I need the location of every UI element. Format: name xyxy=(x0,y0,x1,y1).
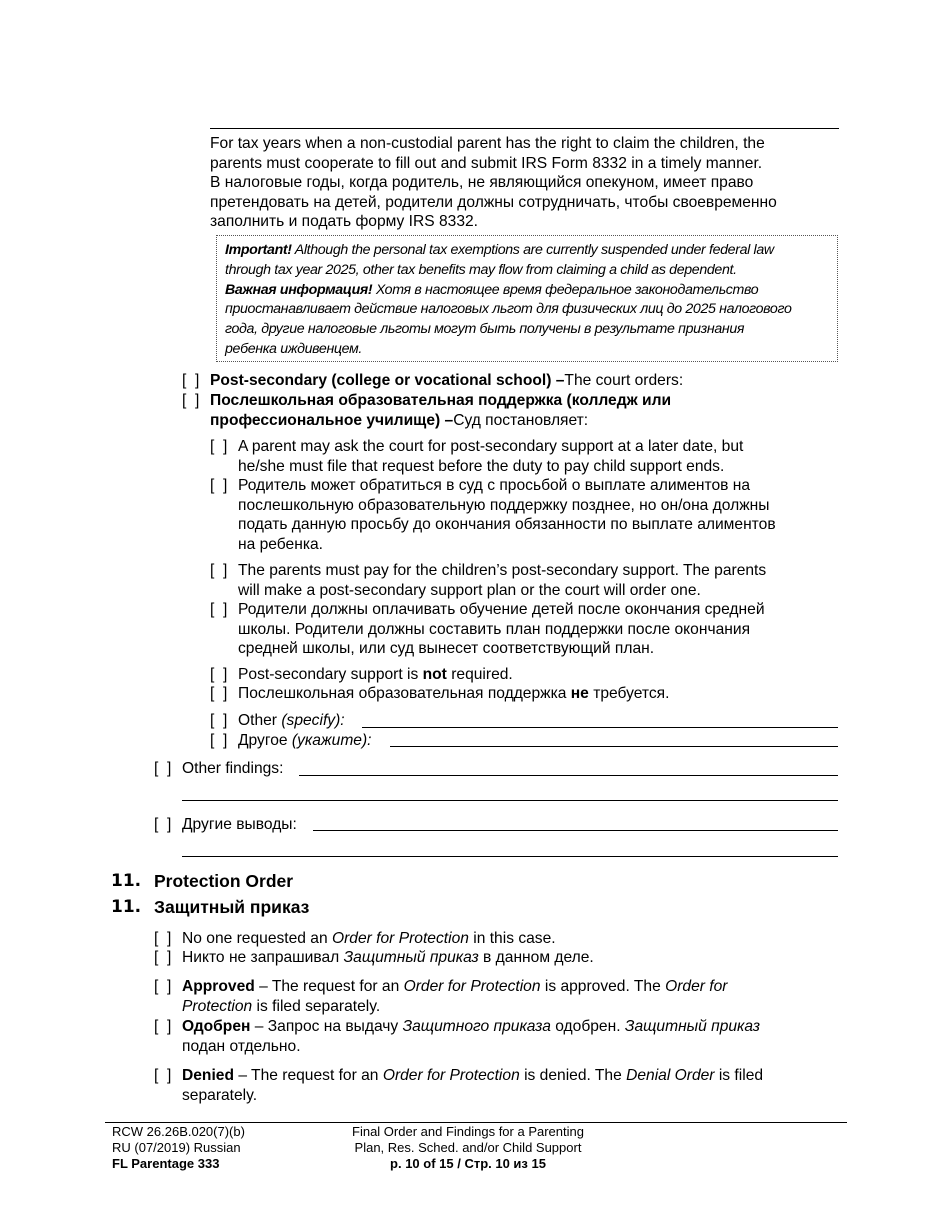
option-text: A parent may ask the court for post-secondary support at a later date, but xyxy=(238,438,744,455)
important-text: Хотя в настоящее время федеральное законодательство xyxy=(372,281,759,298)
important-label-ru: Важная информация! xyxy=(225,281,373,298)
option-text: – Запрос на выдачу xyxy=(250,1018,403,1035)
important-text: through tax year 2025, other tax benefits may flow from claiming a child as dependent. xyxy=(225,261,737,278)
section-title: Protection Order xyxy=(154,871,294,891)
option-italic: Защитного приказа xyxy=(402,1018,551,1035)
option-text: is approved. The xyxy=(540,978,666,995)
option-text: Послешкольная образовательная поддержка xyxy=(238,685,571,702)
footer-form-title: Final Order and Findings for a Parenting xyxy=(352,1124,584,1139)
not-required-option-ru xyxy=(238,684,669,704)
denied-checkbox-en[interactable]: [ ] xyxy=(154,1067,172,1084)
option-text: школы. Родители должны составить план поддержки после окончания xyxy=(238,620,751,638)
tax-line: parents must cooperate to fill out and submit IRS Form 8332 in a timely manner. xyxy=(210,154,763,172)
option-text: he/she must file that request before the duty to pay child support ends. xyxy=(238,457,725,475)
option-text: на ребенка. xyxy=(238,535,323,553)
tax-line: заполнить и подать форму IRS 8332. xyxy=(210,213,479,231)
option-text: will make a post-secondary support plan or the court will order one. xyxy=(238,581,701,599)
not-required-checkbox-en[interactable]: [ ] xyxy=(210,666,228,683)
pay-checkbox-en[interactable]: [ ] xyxy=(210,562,228,579)
tax-paragraph xyxy=(210,134,850,232)
option-emphasis: Denied xyxy=(182,1067,234,1084)
other-option-ru xyxy=(238,731,372,751)
other-specify-field-en[interactable] xyxy=(362,727,838,728)
option-text: средней школы, или суд вынесет соответствующий план. xyxy=(238,640,655,658)
footer-center xyxy=(303,1124,633,1172)
approved-checkbox-ru[interactable]: [ ] xyxy=(154,1018,172,1035)
option-text: послешкольную образовательную поддержку позднее, но он/она должны xyxy=(238,496,770,514)
section-number: 11. xyxy=(111,897,142,917)
findings-checkbox-en[interactable]: [ ] xyxy=(154,760,172,777)
option-italic: Order for Protection xyxy=(403,978,541,995)
important-label-en: Important! xyxy=(225,242,292,258)
findings-field-ru[interactable] xyxy=(313,830,838,831)
other-checkbox-ru[interactable]: [ ] xyxy=(210,732,228,749)
post-secondary-title: Post-secondary (college or vocational school) – xyxy=(210,372,565,389)
none-checkbox-ru[interactable]: [ ] xyxy=(154,949,172,966)
tax-line: В налоговые годы, когда родитель, не являющийся опекуном, имеет право xyxy=(210,174,754,192)
option-italic: Защитный приказ xyxy=(624,1018,760,1035)
denied-option-en xyxy=(182,1066,763,1105)
option-text: подать данную просьбу до окончания обязанности по выплате алиментов xyxy=(238,516,776,534)
option-text: подан отдельно. xyxy=(182,1037,301,1055)
option-text: in this case. xyxy=(468,930,556,947)
option-emphasis: Одобрен xyxy=(182,1018,251,1035)
findings-field-ru-2[interactable] xyxy=(182,856,838,857)
option-italic: Order for xyxy=(665,978,728,995)
approved-option-ru xyxy=(182,1017,760,1056)
option-emphasis: Approved xyxy=(182,978,255,995)
later-option-en xyxy=(238,437,743,476)
option-italic: Denial Order xyxy=(626,1067,715,1084)
option-text: – The request for an xyxy=(234,1067,383,1084)
option-text: Родители должны оплачивать обучение детей после окончания средней xyxy=(238,601,765,618)
section-number: 11. xyxy=(111,871,142,891)
section-title: Защитный приказ xyxy=(154,897,310,917)
post-secondary-heading-ru-2 xyxy=(210,411,588,431)
later-checkbox-ru[interactable]: [ ] xyxy=(210,477,228,494)
section-top-rule xyxy=(210,128,839,129)
option-italic: Protection xyxy=(182,997,253,1015)
option-emphasis: не xyxy=(570,685,589,702)
option-text: Родитель может обратиться в суд с просьбой о выплате алиментов на xyxy=(238,477,751,494)
important-text: приостанавливает действие налоговых льгот для физических лиц до 2025 налогового xyxy=(225,301,792,318)
option-italic: (укажите): xyxy=(291,732,372,749)
footer-form-title: Plan, Res. Sched. and/or Child Support xyxy=(354,1140,582,1155)
not-required-option-en xyxy=(238,665,513,685)
later-checkbox-en[interactable]: [ ] xyxy=(210,438,228,455)
post-secondary-title: профессиональное училище) – xyxy=(210,412,454,429)
none-option-en xyxy=(182,929,556,949)
post-secondary-heading-ru xyxy=(210,391,671,411)
post-secondary-title: Послешкольная образовательная поддержка (колледж или xyxy=(210,392,672,409)
footer-version: RU (07/2019) Russian xyxy=(112,1140,241,1155)
post-secondary-checkbox-ru[interactable]: [ ] xyxy=(182,392,200,409)
other-checkbox-en[interactable]: [ ] xyxy=(210,712,228,729)
option-italic: (specify): xyxy=(281,712,345,729)
pay-option-ru xyxy=(238,600,765,659)
important-text: ребенка иждивенцем. xyxy=(225,340,363,357)
option-italic: Защитный приказ xyxy=(343,949,479,966)
option-text: Other xyxy=(238,712,282,729)
later-option-ru xyxy=(238,476,776,554)
footer-form-id: FL Parentage 333 xyxy=(112,1156,220,1171)
important-text: Although the personal tax exemptions are currently suspended under federal law xyxy=(291,242,774,258)
option-text: Post-secondary support is xyxy=(238,666,423,683)
option-text: требуется. xyxy=(588,685,670,702)
option-text: is filed xyxy=(714,1067,764,1084)
footer-rcw: RCW 26.26B.020(7)(b) xyxy=(112,1124,245,1139)
option-text: Никто не запрашивал xyxy=(182,949,344,966)
pay-option-en xyxy=(238,561,766,600)
other-specify-field-ru[interactable] xyxy=(390,746,838,747)
important-notice-text xyxy=(225,241,835,360)
footer-left xyxy=(112,1124,245,1172)
footer-page-number: p. 10 of 15 / Стр. 10 из 15 xyxy=(390,1156,546,1171)
post-secondary-rest: Суд постановляет: xyxy=(453,412,589,429)
none-option-ru xyxy=(182,948,594,968)
option-text: is filed separately. xyxy=(252,997,381,1015)
option-text: required. xyxy=(446,666,513,683)
option-text: в данном деле. xyxy=(478,949,594,966)
option-text: одобрен. xyxy=(550,1018,625,1035)
pay-checkbox-ru[interactable]: [ ] xyxy=(210,601,228,618)
option-text: No one requested an xyxy=(182,930,332,947)
tax-line: претендовать на детей, родители должны сотрудничать, чтобы своевременно xyxy=(210,193,777,211)
option-text: – The request for an xyxy=(254,978,404,995)
approved-option-en xyxy=(182,977,727,1016)
other-option-en xyxy=(238,711,345,731)
post-secondary-rest: The court orders: xyxy=(564,372,684,389)
tax-line: For tax years when a non-custodial parent has the right to claim the children, the xyxy=(210,135,765,152)
findings-checkbox-ru[interactable]: [ ] xyxy=(154,816,172,833)
findings-label-en: Other findings: xyxy=(182,760,284,777)
findings-field-en-2[interactable] xyxy=(182,800,838,801)
option-italic: Order for Protection xyxy=(331,930,469,947)
option-text: Другое xyxy=(238,732,292,749)
findings-field-en[interactable] xyxy=(299,775,838,776)
footer-rule xyxy=(105,1122,847,1123)
option-text: is denied. The xyxy=(519,1067,627,1084)
option-text: separately. xyxy=(182,1086,258,1104)
important-text: года, другие налоговые льготы могут быть получены в результате признания xyxy=(225,321,745,338)
approved-checkbox-en[interactable]: [ ] xyxy=(154,978,172,995)
not-required-checkbox-ru[interactable]: [ ] xyxy=(210,685,228,702)
option-text: The parents must pay for the children’s post-secondary support. The parents xyxy=(238,562,767,579)
post-secondary-checkbox-en[interactable]: [ ] xyxy=(182,372,200,389)
option-italic: Order for Protection xyxy=(382,1067,520,1084)
option-emphasis: not xyxy=(422,666,447,683)
none-checkbox-en[interactable]: [ ] xyxy=(154,930,172,947)
findings-label-ru: Другие выводы: xyxy=(182,816,297,833)
post-secondary-heading-en xyxy=(210,371,683,391)
